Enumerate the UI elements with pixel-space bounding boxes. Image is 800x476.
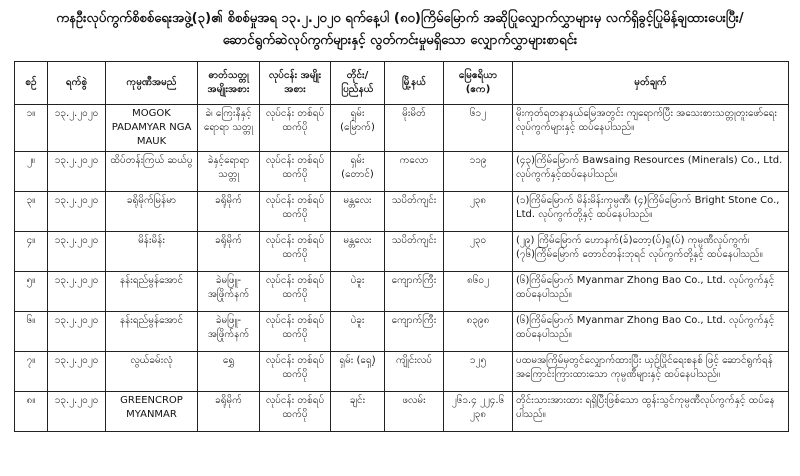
cell-work-type: လုပ်ငန်း တစ်ရပ်ထက်ပို bbox=[260, 312, 331, 352]
cell-remark: တိုင်းသားအားထား ရရှိပြီးဖြစ်သော ထွန်းသွင်ကုမ္ပဏီလုပ်ကွက်နှင့် ထပ်နေပါသည်။ bbox=[513, 392, 789, 432]
cell-mineral: ခဲ၊ ကြေးနီနှင့် ရောရာ သတ္တု bbox=[198, 105, 260, 152]
table-row bbox=[15, 352, 789, 392]
cell-township: ကျောက်ကြီး bbox=[385, 312, 444, 352]
cell-township: ကလော bbox=[385, 152, 444, 192]
cell-company: နန်းရည်မွန်အောင် bbox=[106, 272, 198, 312]
cell-mineral: ခရိုမိုက် bbox=[198, 192, 260, 232]
cell-company: GREENCROP MYANMAR bbox=[106, 392, 198, 432]
cell-company: နန်းရည်မွန်အောင် bbox=[106, 312, 198, 352]
cell-area: ၂၃၀ bbox=[444, 232, 513, 272]
table-row bbox=[15, 232, 789, 272]
table-row bbox=[15, 152, 789, 192]
document-title bbox=[0, 8, 800, 52]
col-header-no: စဉ် bbox=[15, 62, 48, 105]
cell-township: ကျောက်ကြီး bbox=[385, 272, 444, 312]
cell-date: ၁၃.၂.၂၀၂၀ bbox=[48, 105, 106, 152]
cell-area: ၆၁၂ bbox=[444, 105, 513, 152]
cell-mineral: ခရိုမိုက် bbox=[198, 392, 260, 432]
table-row bbox=[15, 192, 789, 232]
cell-no: ၈။ bbox=[15, 392, 48, 432]
cell-mineral: ခဲမဖြူ- အဖြိုက်နက် bbox=[198, 272, 260, 312]
application-table bbox=[14, 61, 789, 432]
cell-company: ခရိုမိုက်မြန်မာ bbox=[106, 192, 198, 232]
cell-date: ၁၃.၂.၂၀၂၀ bbox=[48, 272, 106, 312]
cell-work-type: လုပ်ငန်း တစ်ရပ်ထက်ပို bbox=[260, 352, 331, 392]
cell-region: ပဲခူး bbox=[331, 272, 385, 312]
cell-township: မိုးမိတ် bbox=[385, 105, 444, 152]
cell-remark: (၆)ကြိမ်မြောက် Myanmar Zhong Bao Co., Ltd. လုပ်ကွက်နှင့် ထပ်နေပါသည်။ bbox=[513, 272, 789, 312]
cell-township: သပိတ်ကျင်း bbox=[385, 192, 444, 232]
cell-area: ၁၂၅ bbox=[444, 352, 513, 392]
col-header-area: မြေဧရိယာ (ဧက) bbox=[444, 62, 513, 105]
cell-no: ၂။ bbox=[15, 152, 48, 192]
cell-remark: (၁)ကြိမ်မြောက် မိန်းမိန်းကုမ္ပဏီ၊ (၄)ကြိမ်မြောက် Bright Stone Co., Ltd. လုပ်ကွက်တို့နှင့် ထပ်နေပါသည်။ bbox=[513, 192, 789, 232]
cell-no: ၆။ bbox=[15, 312, 48, 352]
col-header-remark: မှတ်ချက် bbox=[513, 62, 789, 105]
cell-area: ၈၆၀၂ bbox=[444, 272, 513, 312]
cell-work-type: လုပ်ငန်း တစ်ရပ်ထက်ပို bbox=[260, 105, 331, 152]
cell-region: ရှမ်း (တောင်) bbox=[331, 152, 385, 192]
cell-township: ကျိုင်းလပ် bbox=[385, 352, 444, 392]
cell-area: ၁၁၉ bbox=[444, 152, 513, 192]
cell-company: ထိပ်တန်းကြယ် ဆယ်ပွ bbox=[106, 152, 198, 192]
cell-date: ၁၃.၂.၂၀၂၀ bbox=[48, 192, 106, 232]
cell-mineral: ခဲနှင့်ရောရာ သတ္တု bbox=[198, 152, 260, 192]
cell-region: မန္တလေး bbox=[331, 232, 385, 272]
cell-area: ၂၆၁.၄ ၂၂၄.၆ ၂၃၈ bbox=[444, 392, 513, 432]
table-row bbox=[15, 272, 789, 312]
table-row bbox=[15, 392, 789, 432]
col-header-mineral: ဓာတ်သတ္တု အမျိုးအစား bbox=[198, 62, 260, 105]
cell-no: ၃။ bbox=[15, 192, 48, 232]
cell-work-type: လုပ်ငန်း တစ်ရပ်ထက်ပို bbox=[260, 392, 331, 432]
cell-no: ၄။ bbox=[15, 232, 48, 272]
cell-township: သပိတ်ကျင်း bbox=[385, 232, 444, 272]
cell-work-type: လုပ်ငန်း တစ်ရပ်ထက်ပို bbox=[260, 272, 331, 312]
cell-remark: (၂၉) ကြိမ်မြောက် ဟောနက်(ခ်)တော့(ပ်)ရှ(ပ်) ကုမ္ပဏီလုပ်ကွက်၊ (၇၆)ကြိမ်မြောက် တောင်တန်းဘုရင် လုပ်ကွက်တို့နှင့် ထပ်နေပါသည်။ bbox=[513, 232, 789, 272]
cell-region: မန္တလေး bbox=[331, 192, 385, 232]
cell-remark: (၄၃)ကြိမ်မြောက် Bawsaing Resources (Minerals) Co., Ltd. လုပ်ကွက်နှင့်ထပ်နေပါသည်။ bbox=[513, 152, 789, 192]
cell-township: ဖလမ်း bbox=[385, 392, 444, 432]
cell-no: ၅။ bbox=[15, 272, 48, 312]
cell-date: ၁၃.၂.၂၀၂၀ bbox=[48, 232, 106, 272]
col-header-region: တိုင်း/ ပြည်နယ် bbox=[331, 62, 385, 105]
col-header-work-type: လုပ်ငန်း အမျိုးအစား bbox=[260, 62, 331, 105]
cell-company: MOGOK PADAMYAR NGA MAUK bbox=[106, 105, 198, 152]
cell-date: ၁၃.၂.၂၀၂၀ bbox=[48, 312, 106, 352]
cell-no: ၁။ bbox=[15, 105, 48, 152]
cell-region: ရှမ်း (မြောက်) bbox=[331, 105, 385, 152]
cell-mineral: ခရိုမိုက် bbox=[198, 232, 260, 272]
cell-region: ရှမ်း (ရှေ့) bbox=[331, 352, 385, 392]
table-header-row bbox=[15, 62, 789, 105]
cell-date: ၁၃.၂.၂၀၂၀ bbox=[48, 152, 106, 192]
col-header-company: ကုမ္ပဏီအမည် bbox=[106, 62, 198, 105]
cell-mineral: ခဲမဖြူ- အဖြိုက်နက် bbox=[198, 312, 260, 352]
cell-remark: ပထမအကြိမ်မှတွင်လျှောက်ထားပြီး ယှဉ်ပြိုင်ရေးစနစ် ဖြင့် ဆောင်ရွက်ရန်အကြောင်းကြားထားသော ကုမ္ပဏီများနှင့် ထပ်နေပါသည်။ bbox=[513, 352, 789, 392]
cell-region: ပဲခူး bbox=[331, 312, 385, 352]
cell-company: မိန်းမိန်း bbox=[106, 232, 198, 272]
cell-remark: (၆)ကြိမ်မြောက် Myanmar Zhong Bao Co., Ltd. လုပ်ကွက်နှင့် ထပ်နေပါသည်။ bbox=[513, 312, 789, 352]
cell-no: ၇။ bbox=[15, 352, 48, 392]
cell-work-type: လုပ်ငန်း တစ်ရပ်ထက်ပို bbox=[260, 232, 331, 272]
title-line-1: ကနဦးလုပ်ကွက်စိစစ်ရေးအဖွဲ့(၃)၏ စိစစ်မှုအရ ၁၃.၂.၂၀၂၀ ရက်နေ့ပါ (၈၀)ကြိမ်မြောက် အဆိုပြုလျှောက်လွှာများမှ လက်ရှိခွင့်ပြုမိန့်ချထားပေးပြီး/ bbox=[56, 11, 744, 26]
cell-work-type: လုပ်ငန်း တစ်ရပ်ထက်ပို bbox=[260, 152, 331, 192]
col-header-date: ရက်စွဲ bbox=[48, 62, 106, 105]
cell-work-type: လုပ်ငန်း တစ်ရပ်ထက်ပို bbox=[260, 192, 331, 232]
cell-area: ၂၃၈ bbox=[444, 192, 513, 232]
cell-area: ၈၃၉၈ bbox=[444, 312, 513, 352]
cell-company: လွယ်ခမ်းလုံ bbox=[106, 352, 198, 392]
cell-date: ၁၃.၂.၂၀၂၀ bbox=[48, 352, 106, 392]
title-line-2: ဆောင်ရွက်ဆဲလုပ်ကွက်များနှင့် လွတ်ကင်းမှုမရှိသော လျှောက်လွှာများစာရင်း bbox=[222, 33, 578, 48]
cell-region: ချင်း bbox=[331, 392, 385, 432]
table-row bbox=[15, 105, 789, 152]
cell-remark: မိုးကုတ်ရတနာနယ်မြေအတွင်း ကျရောက်ပြီး အသေးစားသတ္တုတူးဖော်ရေးလုပ်ကွက်များနှင့် ထပ်နေပါသည်။ bbox=[513, 105, 789, 152]
cell-date: ၁၃.၂.၂၀၂၀ bbox=[48, 392, 106, 432]
cell-mineral: ရွှေ bbox=[198, 352, 260, 392]
table-row bbox=[15, 312, 789, 352]
col-header-township: မြို့နယ် bbox=[385, 62, 444, 105]
